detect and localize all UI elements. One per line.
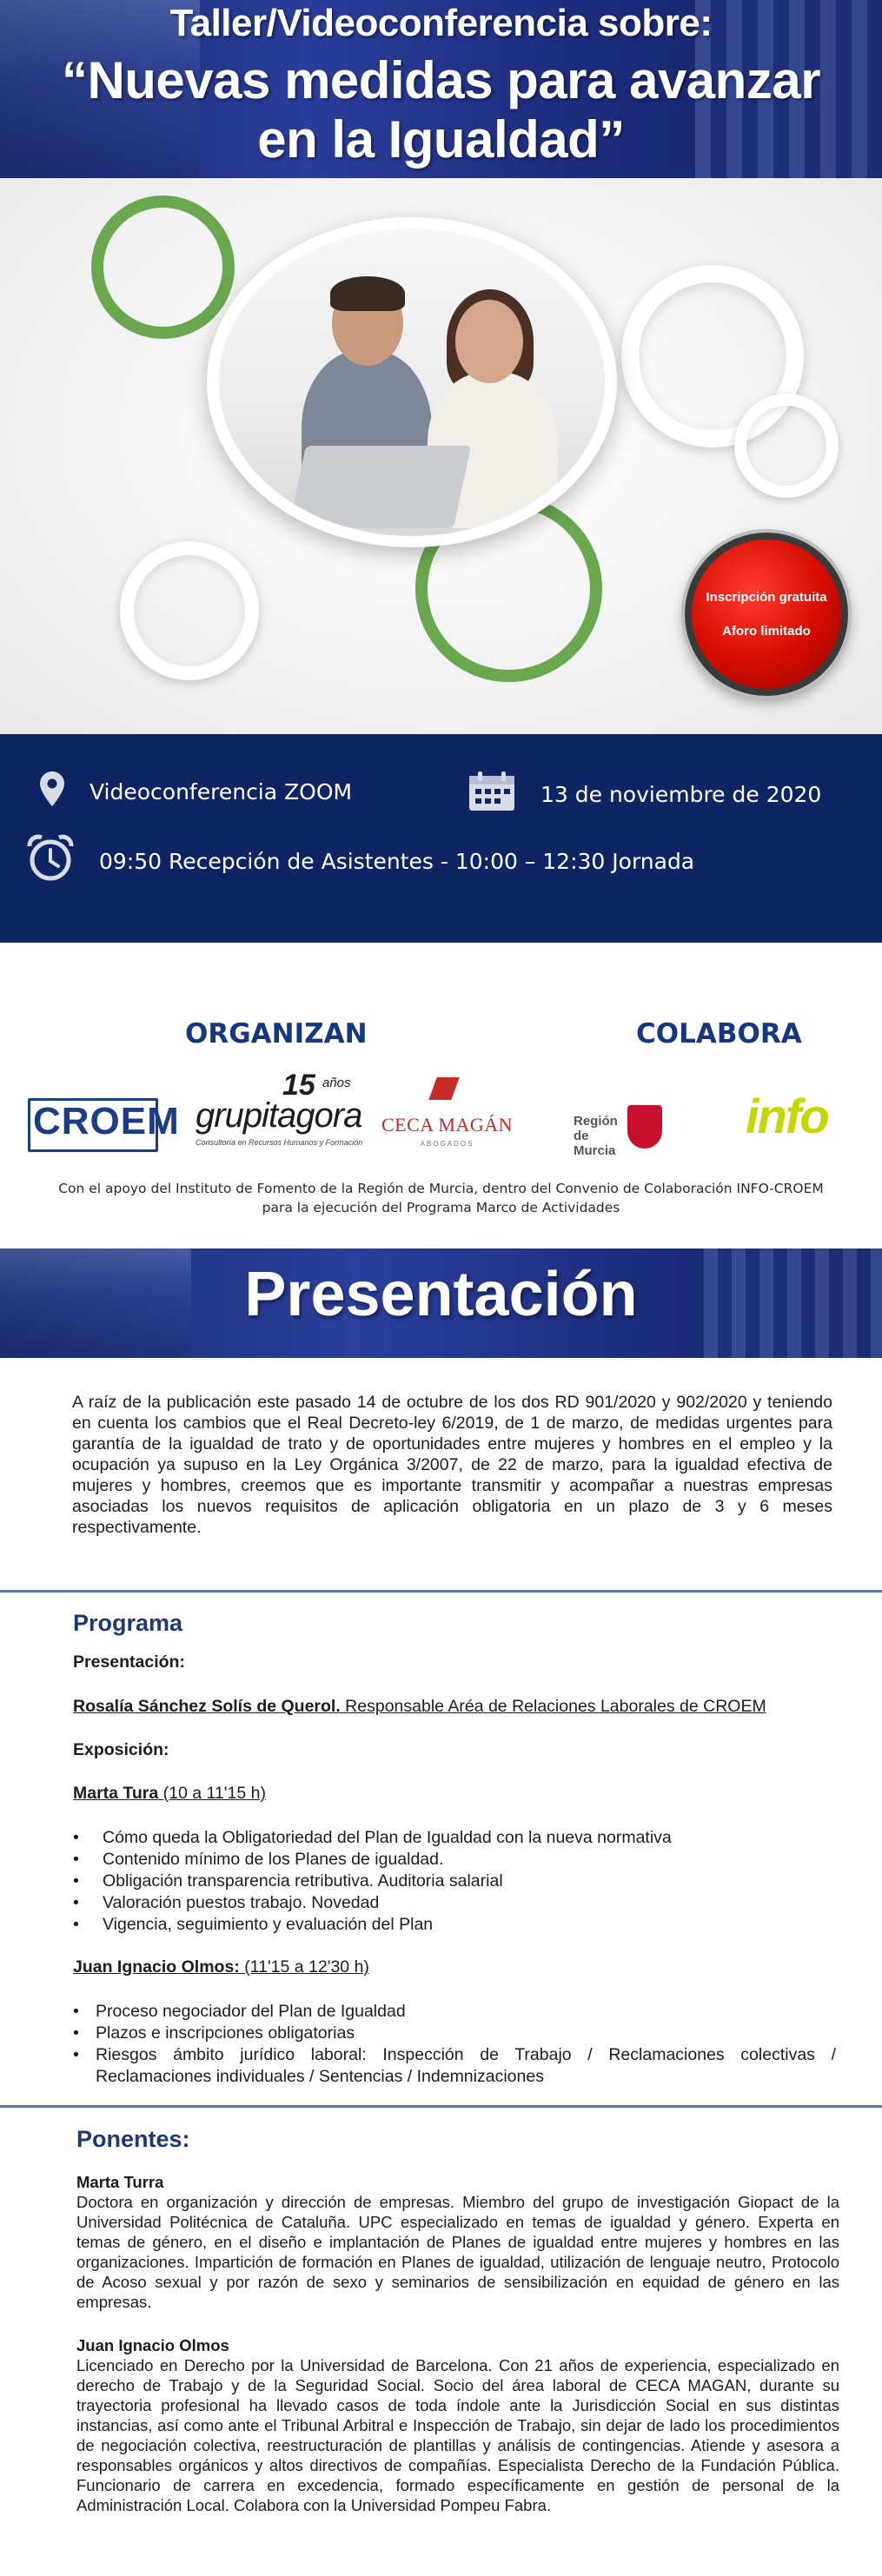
speaker-bio-name: Marta Turra [76, 2173, 164, 2191]
schedule-text: 09:50 Recepción de Asistentes - 10:00 – 12:30 Jornada [99, 848, 695, 874]
speaker1-line [73, 1784, 838, 1804]
registration-badge[interactable] [685, 533, 848, 696]
info-logo [746, 1069, 841, 1164]
list-item: • Vigencia, seguimiento y evaluación del Plan [73, 1915, 434, 1934]
speakers-title: Ponentes: [76, 2126, 190, 2152]
list-item: • Contenido mínimo de los Planes de igualdad. [73, 1850, 444, 1869]
list-item: • Cómo queda la Obligatoriedad del Plan de Igualdad con la nueva normativa [73, 1828, 672, 1847]
location-text: Videoconferencia ZOOM [90, 778, 353, 805]
photo-man-hair [330, 276, 405, 311]
photo-woman-head [455, 300, 523, 383]
grupitagora-logo-text: grupitagora [196, 1096, 362, 1135]
badge-line-2: Aforo limitado [722, 624, 811, 639]
speaker2-name: Juan Ignacio Olmos: [73, 1957, 240, 1977]
calendar-icon [468, 771, 516, 818]
schedule-row [26, 834, 694, 888]
presentation-text: A raíz de la publicación este pasado 14 de octubre de los dos RD 901/2020 y 902/2020 y teniendo en cuenta los cambios que el Real Decreto-ley 6/2019, de 1 de marzo, de medidas urgentes para garantía de la igualdad de trato y de oportunidades entre mujeres y hombres en el empleo y la ocupación ya supuso en la Ley Orgánica 3/2007, de 22 de marzo, para la igualdad efectiva de mujeres y hombres, creemos que es importante transmitir y acompañar a nuestras empresas asociadas los nuevos requisitos de aplicación obligatoria en un plazo de 3 y 6 meses respectivamente. [72, 1393, 832, 1537]
speaker-bio-name: Juan Ignacio Olmos [76, 2336, 229, 2354]
speaker1-name: Marta Tura [73, 1784, 159, 1803]
alarm-clock-icon [26, 834, 75, 888]
location-pin-icon [39, 771, 65, 812]
region-murcia-shield-icon [627, 1105, 662, 1149]
organizers-heading: ORGANIZAN [185, 1018, 368, 1050]
grupitagora-tagline: Consultoría en Recursos Humanos y Formación [196, 1138, 363, 1147]
date-text: 13 de noviembre de 2020 [540, 781, 822, 807]
photo-laptop [288, 446, 471, 528]
ceca-magan-logo-text: CECA MAGÁN [381, 1114, 514, 1136]
speaker1-topics [73, 1827, 838, 1936]
support-note [52, 1179, 830, 1217]
grupitagora-logo [196, 1069, 361, 1164]
decorative-ring [120, 541, 259, 680]
presentacion-label: Presentación: [73, 1652, 185, 1672]
ceca-magan-mark [428, 1077, 459, 1100]
speaker2-line [73, 1957, 838, 1977]
speaker-bio-text: Doctora en organización y dirección de empresas. Miembro del grupo de investigación Giopact de la Universidad Politécnica de Cataluña. UPC especializado en temas de igualdad y género. Experta en temas de género, en el diseño e implantación de Planes de igualdad entre mujeres y hombres en las organizaciones. Impartición de formación en Planes de igualdad, utilización de lenguaje neutro, Protocolo de Acoso sexual y por razón de sexo y seminarios de sensibilización en equidad de género en las empresas. [76, 2193, 839, 2311]
date-row [468, 771, 821, 818]
presenter-line [73, 1697, 838, 1717]
list-item-continuation: Reclamaciones individuales / Sentencias / Indemnizaciones [96, 2067, 544, 2086]
info-logo-text: info [746, 1089, 828, 1143]
header-line-1: Taller/Videoconferencia sobre: [169, 2, 713, 44]
ceca-magan-subtitle: ABOGADOS [420, 1140, 474, 1148]
speaker2-time: (11'15 a 12'30 h) [239, 1957, 369, 1977]
list-item: • Plazos e inscripciones obligatorias [73, 2023, 355, 2043]
list-item: • Proceso negociador del Plan de Igualdad [73, 2002, 406, 2021]
header-line-2: “Nuevas medidas para avanzar [61, 51, 821, 109]
region-murcia-logo [574, 1069, 730, 1164]
section-divider [0, 1590, 882, 1593]
collaborators-heading: COLABORA [636, 1018, 802, 1050]
event-info-band [0, 734, 882, 943]
list-item: • Obligación transparencia retributiva. Auditoria salarial [73, 1871, 503, 1891]
hero-section [0, 178, 882, 734]
program-title: Programa [73, 1610, 183, 1636]
speaker-bio-text: Licenciado en Derecho por la Universidad de Barcelona. Con 21 años de experiencia, especializado en derecho de Trabajo y de la Seguridad Social. Socio del área laboral de CECA MAGAN, durante su trayectoria profesional ha llevado casos de toda índole ante la Jurisdicción Social en sus distintas instancias, así como ante el Tribunal Arbitral e Inspección de Trabajo, sin dejar de lado los procedimientos de negociación colectiva, reestructuración de plantillas y análisis de contingencias. Atiende y asesora a responsables orgánicos y altos directivos de compañías. Especialista Derecho de la Fundación Pública. Funcionario de carrera en excedencia, formado específicamente en gestión de personal de la Administración Local. Colabora con la Universidad Pompeu Fabra. [76, 2356, 839, 2514]
section-divider [0, 2105, 882, 2108]
header-line-3: en la Igualdad” [257, 110, 625, 169]
hero-photo [219, 228, 605, 536]
decorative-ring [91, 195, 235, 339]
presentation-title: Presentación [244, 1260, 638, 1329]
region-murcia-text: Región de Murcia [574, 1114, 618, 1158]
speaker2-topics [73, 2001, 836, 2088]
presentation-banner [0, 1248, 882, 1358]
presenter-role: Responsable Aréa de Relaciones Laborales de CROEM [340, 1697, 766, 1716]
support-line-1: Con el apoyo del Instituto de Fomento de la Región de Murcia, dentro del Convenio de Colaboración INFO-CROEM [58, 1181, 824, 1196]
croem-logo-text: CROEM [33, 1100, 180, 1142]
presenter-name: Rosalía Sánchez Solís de Querol. [73, 1697, 341, 1716]
location-row [39, 771, 352, 812]
grupitagora-years-number: 15 [282, 1069, 315, 1102]
support-line-2: para la ejecución del Programa Marco de Actividades [262, 1200, 620, 1215]
decorative-ring [734, 394, 839, 498]
grupitagora-years-text: años [322, 1076, 351, 1090]
speaker1-time: (10 a 11'15 h) [158, 1784, 266, 1803]
ceca-magan-logo [375, 1069, 519, 1164]
header-banner [0, 0, 882, 178]
list-item: • Valoración puestos trabajo. Novedad [73, 1893, 380, 1912]
croem-logo [28, 1069, 180, 1164]
exposicion-label: Exposición: [73, 1740, 169, 1759]
badge-line-1: Inscripción gratuita [706, 590, 827, 605]
list-item: • Riesgos ámbito jurídico laboral: Inspección de Trabajo / Reclamaciones colectivas / [73, 2045, 836, 2064]
